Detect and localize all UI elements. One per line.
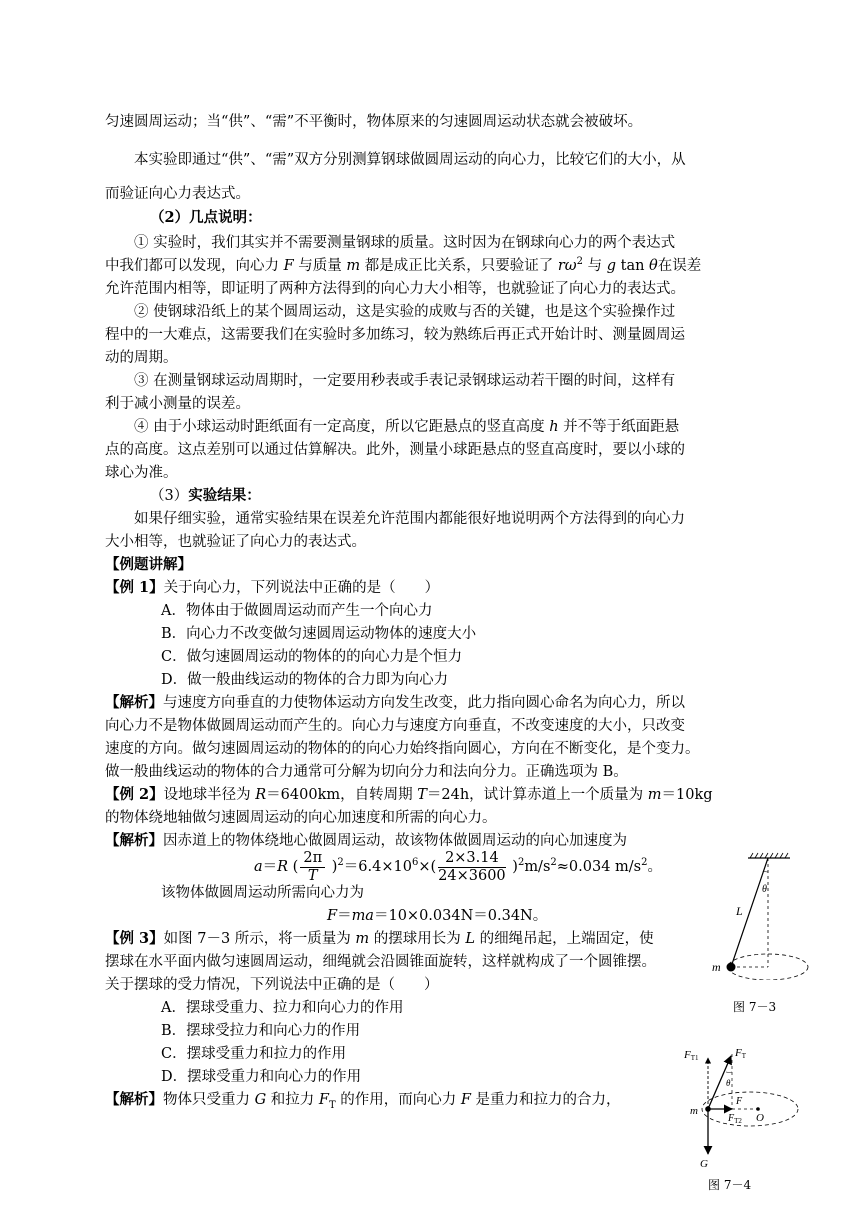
paragraph-line: 大小相等，也就验证了向心力的表达式。 bbox=[105, 534, 366, 550]
paragraph-line: 的物体绕地轴做匀速圆周运动的向心加速度和所需的向心力。 bbox=[105, 810, 497, 826]
example-question: 【例 3】如图 7－3 所示，将一质量为 m 的摆球用长为 L 的细绳吊起，上端固定，使 bbox=[105, 930, 654, 947]
o-label: O bbox=[756, 1112, 764, 1124]
ball bbox=[705, 1106, 711, 1112]
mass-label: m bbox=[712, 960, 721, 974]
ft1-label: FT1 bbox=[684, 1049, 699, 1062]
theta-label: θ bbox=[726, 1078, 731, 1088]
paragraph-line: 如果仔细实验，通常实验结果在误差允许范围内都能很好地说明两个方法得到的向心力 bbox=[134, 511, 685, 527]
paragraph-line: ① 实验时，我们其实并不需要测量钢球的质量。这时因为在钢球向心力的两个表达式 bbox=[134, 235, 676, 251]
paragraph-line: 程中的一大难点，这需要我们在实验时多加练习，较为熟练后再正式开始计时、测量圆周运 bbox=[105, 327, 685, 343]
paragraph-line: ④ 由于小球运动时距纸面有一定高度，所以它距悬点的竖直高度 h 并不等于纸面距悬 bbox=[134, 419, 680, 435]
option-a: A．摆球受重力、拉力和向心力的作用 bbox=[161, 1000, 404, 1016]
solution-line: 速度的方向。做匀速圆周运动的物体的的向心力始终指向圆心，方向在不断变化，是个变力。 bbox=[105, 741, 700, 757]
option-d: D．摆球受重力和向心力的作用 bbox=[161, 1069, 362, 1085]
solution-line: 【解析】物体只受重力 G 和拉力 $F_T$ 的作用，而向心力 F 是重力和拉力的合力， bbox=[105, 1091, 621, 1111]
example-question: 【例 2】设地球半径为 R＝6400km，自转周期 T＝24h，试计算赤道上一个质量为 m＝10kg bbox=[105, 786, 713, 803]
ft-label: FT bbox=[735, 1047, 747, 1060]
paragraph-line: 摆球在水平面内做匀速圆周运动，细绳就会沿圆锥面旋转，这样就构成了一个圆锥摆。 bbox=[105, 954, 656, 970]
figure-7-4-caption: 图 7－4 bbox=[708, 1178, 752, 1192]
solution-line: 【解析】与速度方向垂直的力使物体运动方向发生改变，此力指向圆心命名为向心力，所以 bbox=[105, 694, 685, 711]
option-c: C．做匀速圆周运动的物体的的向心力是个恒力 bbox=[161, 649, 463, 665]
option-a: A．物体由于做圆周运动而产生一个向心力 bbox=[161, 603, 433, 619]
theta-label: θ bbox=[762, 884, 767, 895]
paragraph-line: 本实验即通过“供”、“需”双方分别测算钢球做圆周运动的向心力，比较它们的大小，从 bbox=[134, 152, 686, 168]
paragraph-line: ③ 在测量钢球运动周期时，一定要用秒表或手表记录钢球运动若干圈的时间，这样有 bbox=[134, 373, 676, 389]
option-b: B．向心力不改变做匀速圆周运动物体的速度大小 bbox=[161, 626, 477, 642]
figure-7-3 bbox=[700, 850, 820, 980]
f-label: F bbox=[736, 1096, 743, 1107]
examples-heading: 【例题讲解】 bbox=[105, 556, 192, 573]
option-b: B．摆球受拉力和向心力的作用 bbox=[161, 1023, 361, 1039]
pendulum-bob bbox=[727, 963, 736, 972]
paragraph-line: ② 使钢球沿纸上的某个圆周运动，这是实验的成败与否的关键，也是这个实验操作过 bbox=[134, 304, 676, 320]
option-c: C．摆球受重力和拉力的作用 bbox=[161, 1046, 347, 1062]
m-label: m bbox=[690, 1105, 698, 1117]
figure-7-4 bbox=[680, 1042, 820, 1172]
paragraph-line: 而验证向心力表达式。 bbox=[105, 186, 250, 202]
paragraph-line: 关于摆球的受力情况，下列说法中正确的是（ ） bbox=[105, 977, 439, 993]
length-label: L bbox=[736, 904, 743, 918]
fraction: $\frac{2\pi}{T}$ bbox=[300, 850, 325, 885]
ft2-label: $F_{T2}$ bbox=[728, 1113, 742, 1125]
paragraph-line: 点的高度。这点差别可以通过估算解决。此外，测量小球距悬点的竖直高度时，要以小球的 bbox=[105, 442, 685, 458]
paragraph-line: 该物体做圆周运动所需向心力为 bbox=[161, 885, 364, 901]
paragraph-line: 允许范围内相等，即证明了两种方法得到的向心力大小相等，也就验证了向心力的表达式。 bbox=[105, 281, 685, 297]
paragraph-line: 球心为准。 bbox=[105, 465, 178, 481]
section-heading: （2）几点说明： bbox=[150, 209, 262, 226]
solution-line: 向心力不是物体做圆周运动而产生的。向心力与速度方向垂直，不改变速度的大小，只改变 bbox=[105, 718, 685, 734]
section-heading: （3）实验结果： bbox=[150, 487, 261, 504]
fraction: $\frac{2\times 3.14}{24\times 3600}$ bbox=[438, 849, 506, 884]
solution-line: 做一般曲线运动的物体的合力通常可分解为切向分力和法向分力。正确选项为 B。 bbox=[105, 764, 628, 780]
ceiling-hatch bbox=[748, 853, 790, 858]
paragraph-line: 利于减小测量的误差。 bbox=[105, 396, 250, 412]
equation-acceleration: a＝R ( $\frac{2\pi}{T}$ )$^2=6.4\times 10^6\times$( $\frac{2\times 3.14}{24\times 3600}$ )$^2m/s^2\approx 0.034$ $m/s^2$。 bbox=[254, 849, 662, 884]
example-question: 【例 1】关于向心力，下列说法中正确的是（ ） bbox=[105, 579, 440, 596]
paragraph-line: 匀速圆周运动；当“供”、“需”不平衡时，物体原来的匀速圆周运动状态就会被破坏。 bbox=[105, 114, 643, 130]
figure-7-3-caption: 图 7－3 bbox=[733, 1000, 777, 1014]
solution-line: 【解析】因赤道上的物体绕地心做圆周运动，故该物体做圆周运动的向心加速度为 bbox=[105, 832, 627, 849]
equation-force: F＝ma＝10×0.034N＝0.34N。 bbox=[327, 908, 548, 924]
g-label: G bbox=[700, 1158, 708, 1170]
center-point bbox=[756, 1107, 760, 1111]
option-d: D．做一般曲线运动的物体的合力即为向心力 bbox=[161, 672, 449, 688]
paragraph-line: 中我们都可以发现，向心力 F 与质量 m 都是成正比关系，只要验证了 $r\omega^2$ 与 g tan θ在误差 bbox=[105, 256, 702, 274]
paragraph-line: 动的周期。 bbox=[105, 350, 178, 366]
